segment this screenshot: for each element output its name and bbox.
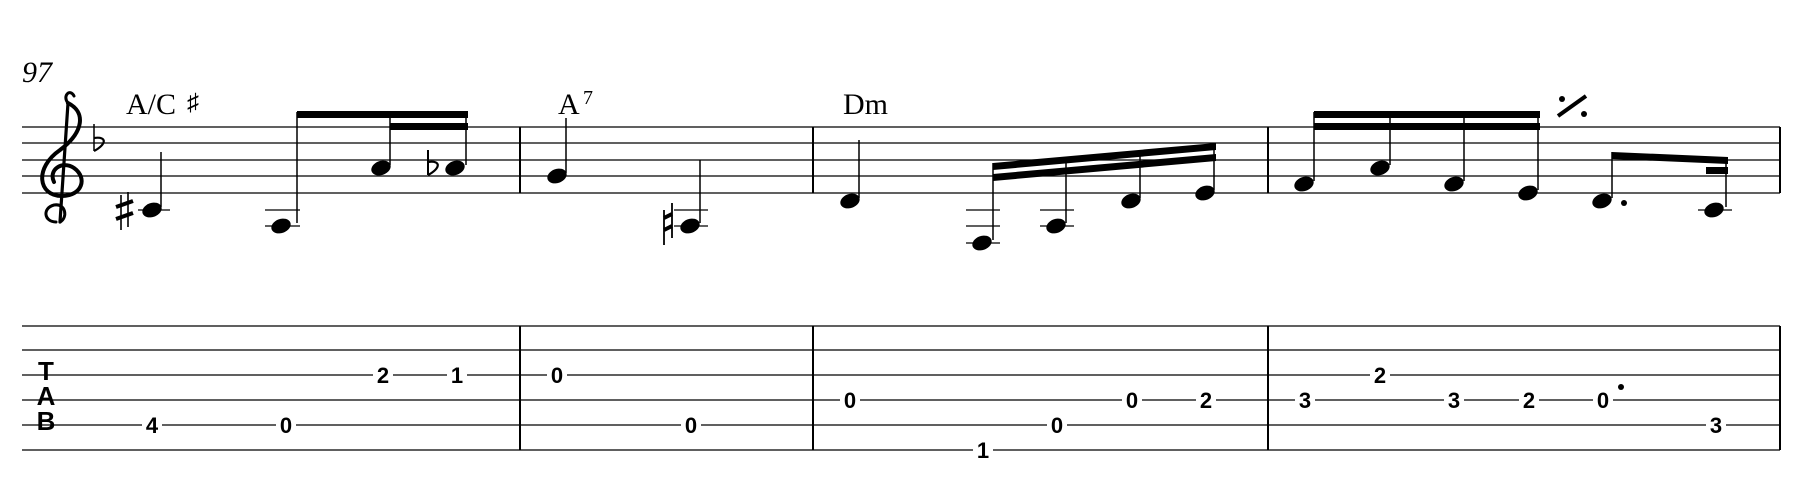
tab-clef-b: B [36,406,56,436]
note-head [269,216,293,236]
measure-1-notes [116,111,468,236]
tab-fret: 2 [1373,363,1387,388]
chord-symbol-a7 [558,87,593,121]
chord-extension: 7 [583,87,593,109]
tab-fret: 4 [145,413,159,438]
tab-fret: 2 [1199,388,1213,413]
measure-repeat-sign [1558,96,1587,117]
note-head [1442,174,1466,194]
note-head [1292,174,1316,194]
beam-primary [1314,111,1540,118]
note-head [1702,200,1726,220]
tab-clef-a: A [36,381,56,411]
tab-fret: 0 [550,363,564,388]
tab-fret: 2 [1522,388,1536,413]
note-head [1590,191,1614,211]
key-signature-flat [94,124,104,151]
flat-accidental [428,150,438,175]
tab-clef-t: T [38,356,54,386]
sharp-accidental [116,192,133,230]
tab-fret: 1 [450,363,464,388]
chord-accidental: ♯ [187,90,199,116]
chord-label: A [558,88,580,121]
note-head [970,233,994,253]
tab-numbers [142,362,1726,463]
measure-number: 97 [22,56,52,89]
tab-dot [1618,384,1624,390]
tab-fret: 0 [1050,413,1064,438]
tab-fret: 0 [843,388,857,413]
note-head [443,158,467,178]
note-head [1044,216,1068,236]
beam-secondary [390,123,468,130]
tab-fret: 0 [1125,388,1139,413]
chord-symbol-dm: Dm [843,88,888,121]
beam-secondary [1314,123,1540,130]
tab-fret: 2 [376,363,390,388]
chord-label: A/C [126,88,177,121]
measure-3-notes [838,140,1217,253]
treble-clef [42,93,81,222]
beam-partial [1706,167,1728,174]
measure-2-notes [545,118,708,245]
chord-symbol-a-c-sharp [126,88,199,121]
tab-fret: 3 [1709,413,1723,438]
tab-fret: 3 [1447,388,1461,413]
natural-accidental [664,203,672,245]
tab-fret: 0 [1596,388,1610,413]
tab-fret: 0 [684,413,698,438]
note-head [1516,183,1540,203]
note-head [1368,158,1392,178]
tab-fret: 0 [279,413,293,438]
tab-clef [37,356,56,436]
augmentation-dot [1621,200,1627,206]
beam-primary [297,111,468,118]
tab-fret: 3 [1298,388,1312,413]
beam-primary [1612,152,1728,164]
notation-staff [22,127,1780,193]
tab-fret: 1 [976,438,990,463]
